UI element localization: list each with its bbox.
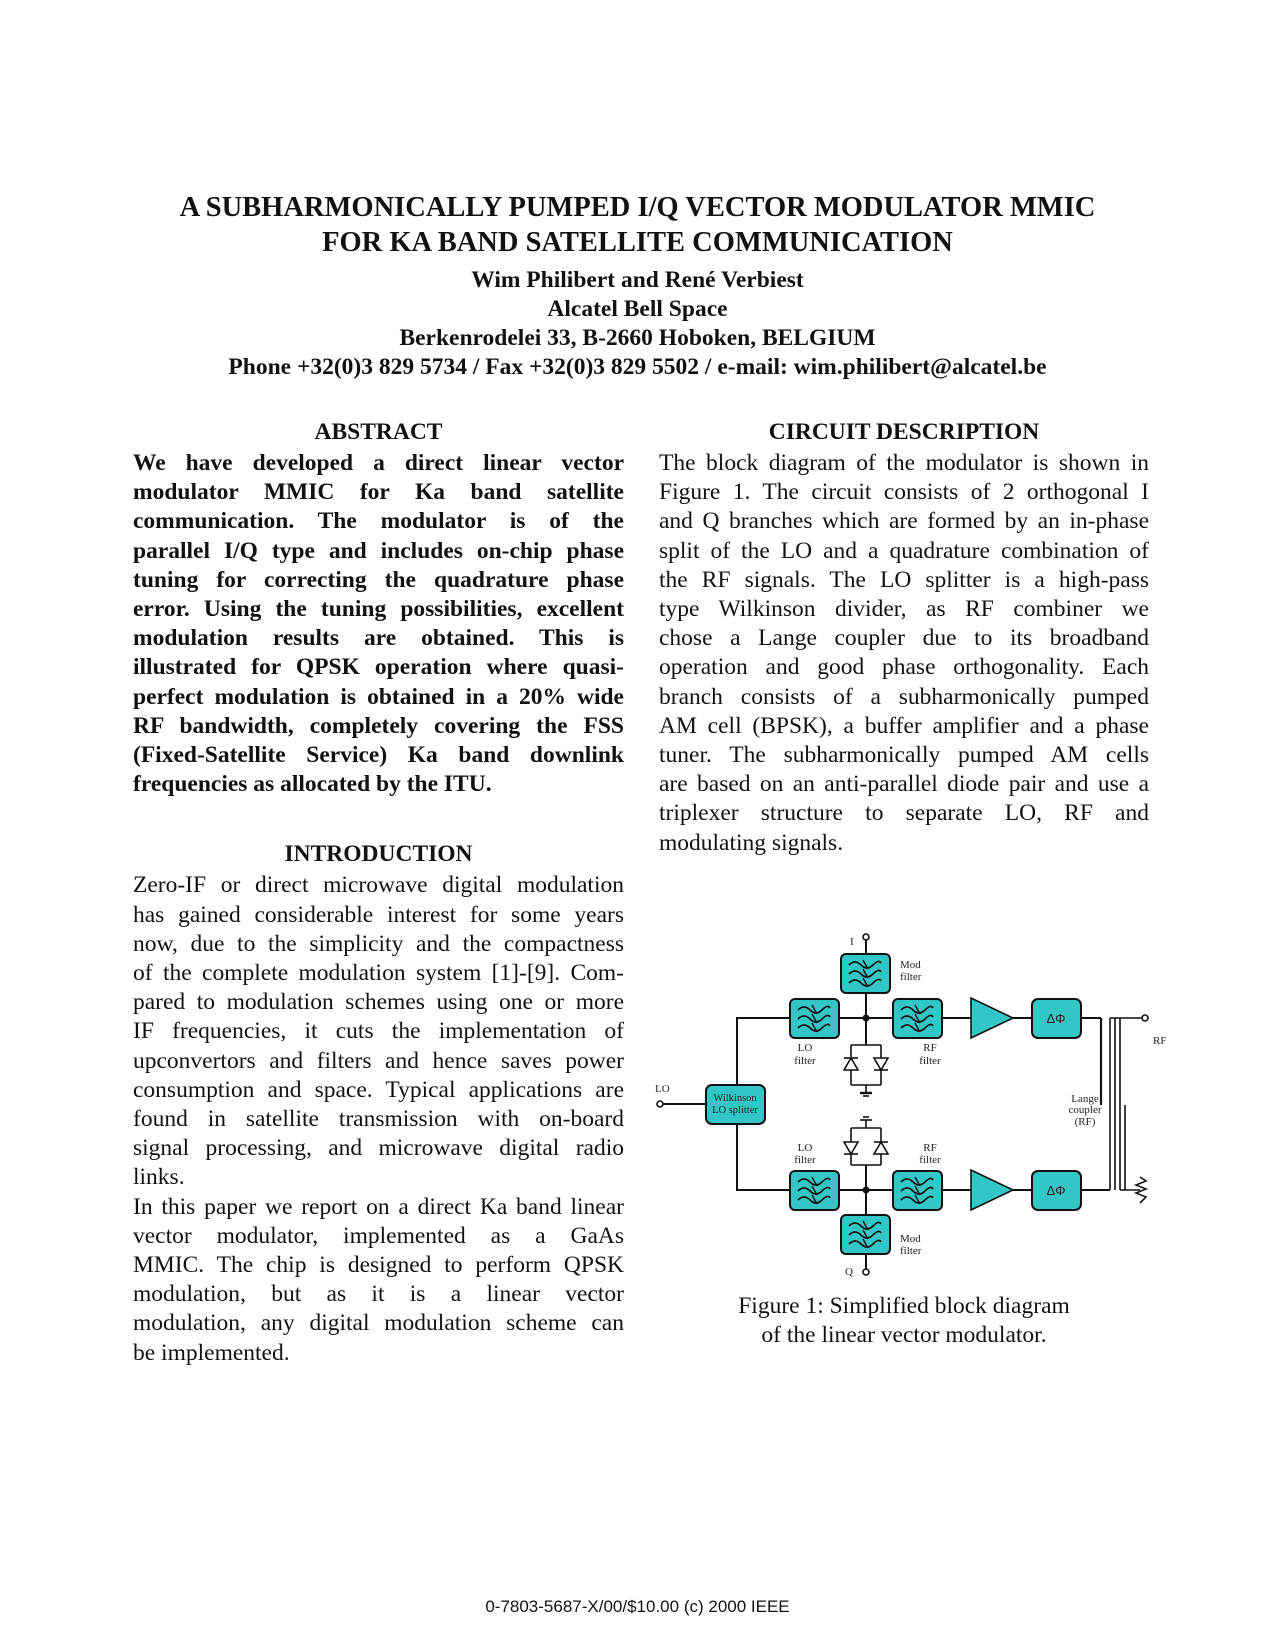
circuit-line: split of the LO and a quadrature combination of bbox=[659, 537, 1149, 564]
intro-line: signal processing, and microwave digital radio bbox=[133, 1135, 624, 1162]
upper-diode-pair-icon bbox=[844, 1018, 888, 1096]
intro-line: now, due to the simplicity and the compactness bbox=[133, 930, 624, 957]
intro-line: In this paper we report on a direct Ka band linear bbox=[133, 1193, 624, 1220]
lo-filter-label: LO bbox=[797, 1042, 813, 1054]
q-port-label: Q bbox=[845, 1266, 853, 1278]
intro-line: found in satellite transmission with on-board bbox=[133, 1106, 624, 1133]
rf-filter-label: RF bbox=[923, 1042, 937, 1054]
q-port-terminal bbox=[863, 1269, 869, 1275]
circuit-line: modulating signals. bbox=[659, 829, 844, 856]
i-port-label: I bbox=[850, 936, 854, 948]
mod-filter-label: filter bbox=[900, 1245, 922, 1257]
right-column bbox=[659, 417, 1149, 858]
figure-caption-line-2: of the linear vector modulator. bbox=[761, 1322, 1047, 1348]
abstract-heading: ABSTRACT bbox=[314, 419, 443, 445]
phase-shifter-label: ΔΦ bbox=[1046, 1183, 1066, 1198]
introduction-heading: INTRODUCTION bbox=[284, 841, 473, 868]
phase-shifter-label: ΔΦ bbox=[1046, 1011, 1066, 1026]
circuit-line: The block diagram of the modulator is shown in bbox=[659, 450, 1149, 476]
rf-port-label: RF bbox=[1153, 1035, 1167, 1047]
intro-line: be implemented. bbox=[133, 1339, 290, 1366]
introduction-paragraph-1 bbox=[133, 871, 624, 1192]
mod-filter-label: filter bbox=[900, 971, 922, 983]
circuit-line: branch consists of a subharmonically pumped bbox=[659, 683, 1149, 710]
abstract-line: error. Using the tuning possibilities, excellent bbox=[133, 596, 624, 623]
mod-filter-label: Mod bbox=[900, 959, 921, 971]
paper-title-line-2: FOR KA BAND SATELLITE COMMUNICATION bbox=[322, 227, 953, 258]
circuit-line: chose a Lange coupler due to its broadband bbox=[659, 625, 1149, 652]
circuit-line: tuner. The subharmonically pumped AM cells bbox=[659, 742, 1149, 769]
circuit-line: and Q branches which are formed by an in-phase bbox=[659, 508, 1149, 535]
intro-line: consumption and space. Typical applications are bbox=[133, 1076, 624, 1103]
mod-filter-i-block bbox=[841, 954, 890, 993]
intro-line: IF frequencies, it cuts the implementation of bbox=[133, 1018, 624, 1045]
mod-filter-q-block bbox=[841, 1215, 890, 1254]
abstract-line: illustrated for QPSK operation where quasi- bbox=[133, 654, 624, 681]
block-diagram-figure bbox=[655, 915, 1180, 1280]
rf-filter-label: RF bbox=[923, 1142, 937, 1154]
wilkinson-label-2: LO splitter bbox=[712, 1105, 758, 1116]
lo-filter-label: LO bbox=[797, 1142, 813, 1154]
circuit-line: are based on an anti-parallel diode pair and use a bbox=[659, 771, 1149, 798]
intro-line: modulation, any digital modulation scheme can bbox=[133, 1310, 624, 1337]
figure-caption-line-1: Figure 1: Simplified block diagram bbox=[738, 1293, 1070, 1319]
amplifier-lower-icon bbox=[971, 1170, 1013, 1210]
circuit-description-heading: CIRCUIT DESCRIPTION bbox=[768, 419, 1040, 445]
intro-line: upconvertors and filters and hence saves power bbox=[133, 1047, 624, 1074]
rf-filter-label: filter bbox=[919, 1055, 941, 1067]
phase-shifter-lower-block bbox=[1032, 1171, 1081, 1210]
paper-title-line-1: A SUBHARMONICALLY PUMPED I/Q VECTOR MODULATOR MMIC bbox=[179, 192, 1096, 223]
lange-coupler-label: Lange bbox=[1071, 1093, 1099, 1105]
wilkinson-lo-splitter-block bbox=[706, 1085, 765, 1124]
abstract-line: frequencies as allocated by the ITU. bbox=[133, 771, 492, 798]
phase-shifter-upper-block bbox=[1032, 999, 1081, 1038]
wilkinson-label-1: Wilkinson bbox=[713, 1093, 757, 1104]
intro-line: pared to modulation schemes using one or more bbox=[133, 989, 624, 1016]
abstract-line: perfect modulation is obtained in a 20% wide bbox=[133, 683, 624, 710]
rf-filter-lower-block bbox=[893, 1171, 942, 1210]
address: Berkenrodelei 33, B-2660 Hoboken, BELGIUM bbox=[399, 325, 876, 351]
lo-filter-upper-block bbox=[790, 999, 839, 1038]
abstract-line: communication. The modulator is of the bbox=[133, 508, 624, 535]
intro-line: links. bbox=[133, 1164, 185, 1191]
circuit-line: triplexer structure to separate LO, RF and bbox=[659, 800, 1149, 827]
lo-port-terminal bbox=[657, 1101, 663, 1107]
lange-coupler-label: (RF) bbox=[1074, 1116, 1096, 1128]
amplifier-upper-icon bbox=[971, 998, 1013, 1038]
abstract-line: modulator MMIC for Ka band satellite bbox=[133, 479, 624, 506]
lange-coupler-icon bbox=[1101, 1018, 1146, 1203]
circuit-line: the RF signals. The LO splitter is a high-pass bbox=[659, 566, 1149, 593]
intro-line: vector modulator, implemented as a GaAs bbox=[133, 1222, 624, 1249]
lo-port-label: LO bbox=[655, 1083, 670, 1095]
lo-filter-label: filter bbox=[794, 1154, 816, 1166]
affiliation: Alcatel Bell Space bbox=[547, 296, 728, 322]
circuit-description-text bbox=[659, 449, 1149, 858]
i-port-terminal bbox=[863, 934, 869, 940]
rf-filter-upper-block bbox=[893, 999, 942, 1038]
circuit-line: AM cell (BPSK), a buffer amplifier and a phase bbox=[659, 712, 1149, 739]
intro-line: has gained considerable interest for some years bbox=[133, 901, 624, 928]
abstract-line: (Fixed-Satellite Service) Ka band downlink bbox=[133, 742, 624, 769]
contact-info: Phone +32(0)3 829 5734 / Fax +32(0)3 829 5502 / e-mail: wim.philibert@alcatel.be bbox=[228, 354, 1047, 380]
abstract-line: RF bandwidth, completely covering the FSS bbox=[133, 712, 624, 739]
rf-filter-label: filter bbox=[919, 1154, 941, 1166]
lo-filter-lower-block bbox=[790, 1171, 839, 1210]
intro-line: Zero-IF or direct microwave digital modulation bbox=[133, 872, 624, 899]
mod-filter-label: Mod bbox=[900, 1233, 921, 1245]
junction-dot bbox=[863, 1187, 870, 1194]
intro-line: modulation, but as it is a linear vector bbox=[133, 1281, 624, 1308]
circuit-line: type Wilkinson divider, as RF combiner we bbox=[659, 596, 1149, 623]
introduction-paragraph-2 bbox=[133, 1193, 624, 1368]
lo-filter-label: filter bbox=[794, 1055, 816, 1067]
circuit-line: operation and good phase orthogonality. Each bbox=[659, 654, 1149, 681]
authors: Wim Philibert and René Verbiest bbox=[471, 267, 804, 293]
intro-line: MMIC. The chip is designed to perform QPSK bbox=[133, 1252, 624, 1279]
abstract-line: We have developed a direct linear vector bbox=[133, 450, 624, 476]
abstract-line: tuning for correcting the quadrature phase bbox=[133, 566, 624, 593]
rf-port-terminal bbox=[1142, 1015, 1148, 1021]
abstract-line: modulation results are obtained. This is bbox=[133, 625, 624, 652]
abstract-text bbox=[133, 449, 624, 799]
abstract-line: parallel I/Q type and includes on-chip phase bbox=[133, 537, 624, 564]
left-column bbox=[133, 417, 624, 1368]
intro-line: of the complete modulation system [1]-[9]. Com- bbox=[133, 960, 624, 987]
lange-coupler-label: coupler bbox=[1068, 1104, 1102, 1116]
circuit-line: Figure 1. The circuit consists of 2 orthogonal I bbox=[659, 479, 1149, 506]
copyright-footer: 0-7803-5687-X/00/$10.00 (c) 2000 IEEE bbox=[485, 1597, 790, 1616]
lower-diode-pair-icon bbox=[844, 1117, 888, 1165]
